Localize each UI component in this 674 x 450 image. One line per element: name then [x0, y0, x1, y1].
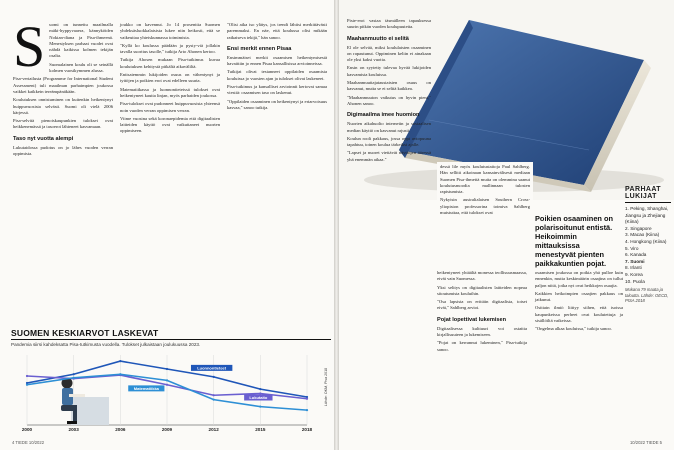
data-point: [166, 384, 168, 386]
paragraph: Osittain ilmiö liittyy siihen, että isoissa kaupunkeissa perheet ovat koulutettuja ja sisällöiltä vaikeissa.: [535, 305, 623, 324]
article-column-5: [437, 162, 533, 220]
paragraph: Pisa-vertailusta (Programme for International Student Assessment) tuli maailman parhaimpien joukossa vaikkei kaikkein tereämpänäkään.: [13, 76, 113, 94]
ranking-item: 1. Peking, Shanghai, Jiangsu ja Zhejiang (Kiina): [625, 206, 669, 225]
paragraph: Yksi selitys on digitaalisten laitteiden nopeaa sitoutumista kouluihin.: [437, 284, 527, 296]
ranking-item: 6. Kanada: [625, 252, 647, 258]
paragraph: joukko on kavennut. Jo 14 prosenttia Suomen yhdeksäsluokkalaisista lukee niin heikosti, että se vaikeuttaa yhteiskunnassa toimimista.: [120, 22, 220, 40]
ranking-item: 10. Puola: [625, 278, 645, 284]
series-label: Luonnontieteet: [197, 365, 227, 371]
paragraph: Pisa-tulokset ovat pudonneet huippuvuosista yhteensä noin vuoden verran oppimisen verran.: [120, 101, 220, 113]
series-label: Lukutaito: [249, 395, 268, 401]
paragraph: dessä lile myös koulutustaitoja Paul Sahlberg. Hän sellitti aikoinaan kansainvälisesti mediaan Suomen Pisa-ihmettä mutta on olemmina saanut koulutusmoodia mallinnaan tulosten rapistumista.: [440, 164, 530, 195]
article-column-2: [120, 22, 220, 137]
sidebar-note: Mukana 79 maata ja taloutta. Lähde: OECD, PISA 2018: [625, 287, 669, 303]
paragraph: Koulutuksen onnistuminen on kuitenkin heikentynyt huippuvuosista selvästi. Suomi oli vielä 2006 kärjessä.: [13, 97, 113, 115]
data-point: [306, 409, 308, 411]
ranking-item: 9. Korea: [625, 271, 643, 277]
series-label: Matematiikka: [133, 385, 159, 391]
paragraph: "Osa lapsista on erittäin digitaalisia, toiset eivät," Sahlberg arvioi.: [437, 299, 527, 311]
subheading: Maahanmuutto ei selitä: [347, 35, 409, 42]
ranking-item: 5. Viro: [625, 245, 639, 251]
x-tick-label: 2015: [255, 427, 266, 432]
drop-cap: S: [13, 14, 46, 79]
article-column-1: [13, 14, 113, 159]
data-point: [213, 376, 215, 378]
ranking-item: 8. Irlanti: [625, 265, 642, 271]
data-point: [213, 394, 215, 396]
article-column-4: [347, 18, 431, 165]
paragraph: Kaikkien heikoimpien osaajien pakkaus on jatkunut.: [535, 290, 623, 303]
article-column-3: [227, 22, 327, 113]
chart-subtitle: Pandemia siirsi kahdeksatta Pisa-tutkimusta vuodella. Tulokset julkaistaan joulukuussa 2023.: [11, 342, 201, 347]
x-tick-label: 2012: [208, 427, 219, 432]
paragraph: Tutkija Ahosen mukaan Pisa-tutkimus kuvaa koulutuksen kehitystä pitkältä aikaväliltä.: [120, 57, 220, 69]
x-tick-label: 2006: [115, 427, 126, 432]
paragraph: Nuorten aikahuolto internetin ja sosiaalisen median käyttö on kasvanut rajusti.: [347, 121, 431, 133]
x-tick-label: 2018: [301, 427, 313, 432]
paragraph: Viime vuosina sekä koronaepidemia että digitaalisten laitteiden käyttö ovat vaikuttaneet nuorten oppimiseen.: [120, 115, 220, 134]
paragraph: Ensin on syytetty tulevaa hyvää lukijoiden kasvamista kouluissa.: [347, 65, 431, 77]
paragraph: "Kyllä ko koulussa päädään ja pysty-viä jollakin tavalla suoritus tasolle," tutkija Arto Ahonen kertoo.: [120, 42, 220, 55]
top-readers-sidebar: [625, 186, 671, 303]
data-point: [73, 377, 75, 379]
x-tick-label: 2009: [161, 427, 173, 432]
article-column-6: [437, 270, 527, 355]
paragraph: "Olisi aika iso ylätys, jos trendi lähtisi merkittävästi paremmaksi. En näe, että koulussa olisi mikään ratkaiseva tekijä," hän sanoo.: [227, 22, 327, 40]
subheading: Taso nyt vuotta alempi: [13, 135, 74, 142]
data-point: [73, 373, 75, 375]
subheading: Ensi merkit ennen Pisaa: [227, 45, 292, 52]
data-point: [213, 399, 215, 401]
paragraph: osaamisen joukossa on poikia yhä pulloe kuin ennenkin, mutta keskimäärin osaajina on tullut paljon niitä, jotka nyt ovat heikkojen osaajia.: [535, 270, 623, 288]
paragraph: Suomalainen koulu oli se seinällä kolmen vuosikymmen alussa.: [49, 61, 113, 74]
paragraph: heikentyneet yhtäältä monessa teollisuusmaassa, eivät vain Suomessa.: [437, 270, 527, 282]
page-number-left: 4 TIEDE 10/2022: [12, 440, 45, 445]
paragraph: Tutkijat olivat testanneet oppilaiden osaamista kouluissa jo vuosien ajan ja tulokset olivat laskeneet.: [227, 69, 327, 81]
paragraph: Entisaiemmin lukijoiden osuus on vähentynyt ja tyttöjen ja poikien erot ovat edelleen suuria.: [120, 72, 220, 84]
sidebar-title: PARHAAT LUKIJAT: [625, 186, 671, 203]
paragraph: Ensimmäiset merkit osaamisen heikentymisestä havaittiin jo ennen Pisaa kansallisissa arvioinneissa.: [227, 54, 327, 67]
chart-plot: [11, 347, 331, 435]
x-tick-label: 2000: [21, 427, 33, 432]
paragraph: Matematiikassa ja luonnontieteissä tulokset ovat heikentyneet kautta linjan, myös parhaiden joukossa.: [120, 86, 220, 98]
x-tick-label: 2003: [68, 427, 79, 432]
ranking-item: 3. Macao (Kiina): [625, 232, 660, 238]
subheading: Digimaailma imee huomion: [347, 112, 420, 119]
pull-quote: Poikien osaaminen on polarisoitunut entistä. Heikoimmin mittauksissa menestyvät pienten paikkakuntien pojat.: [535, 214, 614, 268]
paragraph: "Ongelma alkaa kouluissa," tutkija sanoo.: [535, 326, 612, 332]
paragraph: uomi on tunnettu maailmalla mäki-hyppyvaaera, kännyköiden Nokian-diana ja Pisa-ihmeenä. Menestyksen parhaat vuodet ovat nähdä kaikissa kolmen tekijän osalta.: [49, 22, 113, 59]
paragraph: Pisa-selvitä pienoiskaupunkien tulokset ovat heikkenemässä ja tasoerot lähteneet kasvamaan.: [13, 118, 113, 130]
data-point: [119, 360, 121, 362]
data-point: [166, 379, 168, 381]
data-point: [26, 384, 28, 386]
paragraph: Piste-erot vastaa täsmälleen tapauksessa suurin pitkän vuoden koulupuutetta.: [347, 18, 431, 30]
data-point: [119, 373, 121, 375]
paragraph: "Maahanmuuton vaikutus on hyvin pieni," Ahonen sanoo.: [347, 94, 431, 106]
right-page: [339, 0, 674, 450]
ranking-item: 4. Hongkong (Kiina): [625, 238, 667, 244]
data-point: [259, 406, 261, 408]
page-number-right: 10/2022 TIEDE 5: [629, 440, 662, 445]
paragraph: "Oppilaiden osaaminen on heikentynyt ja eriarvoisuus kasvaa," sanoo tutkija.: [227, 98, 327, 110]
chart-source: Lähde: OKM, Pisa 2018: [324, 367, 328, 407]
data-point: [259, 388, 261, 390]
paragraph: Maahanmuuttajataustaisten osuus on kasvanut, mutta se ei selitä kaikkea.: [347, 80, 431, 92]
left-page: [0, 0, 334, 450]
student-illustration: [61, 378, 109, 426]
data-point: [26, 375, 28, 377]
paragraph: Nykyisin australialaisen Southern Cross-yliopiston professorina toimiva Sahlberg muistuttaa, että tulokset ovat: [440, 197, 530, 216]
paragraph: "Lapset ja nuoret viettävät näyttöjen ääressä yhä enemmän aikaa.": [347, 150, 431, 162]
paragraph: Lukutaidossa pudotus on jo lähes vuoden verran oppimista.: [13, 144, 113, 157]
subheading: Pojat lopettivat lukemisen: [437, 316, 507, 323]
ranking-item-finland: 7. Suomi: [625, 258, 645, 264]
paragraph: El ole selvää, miksi koululaisten osaaminen on rapautunut. Oppiminen keliin ei ainakaan ole yksi kaksi vuotta.: [347, 44, 431, 63]
paragraph: Koulun rooli pakkaus, jossa oppi aviopuuna tapahtuu, toinen koulua tärkeiksi ajalle.: [347, 135, 431, 148]
paragraph: Digitaalisessa kulttuuri voi ostaitta kirjallisuuteen ja lukemiseen.: [437, 325, 527, 338]
chart-title: SUOMEN KESKIARVOT LASKEVAT: [11, 328, 331, 340]
data-point: [166, 368, 168, 370]
data-point: [306, 398, 308, 400]
ranking-item: 2. Singapore: [625, 225, 652, 231]
paragraph: Pisa-tutkimus ja kansalliset arvioinnit kertovat samaa viestiä: osaamisen taso on laskenut.: [227, 84, 327, 96]
article-column-7: [535, 270, 623, 335]
paragraph: "Pojat on kerrannut lukeminen," Pisa-tutkija sanoo.: [437, 340, 527, 352]
pisa-chart: [11, 328, 331, 436]
